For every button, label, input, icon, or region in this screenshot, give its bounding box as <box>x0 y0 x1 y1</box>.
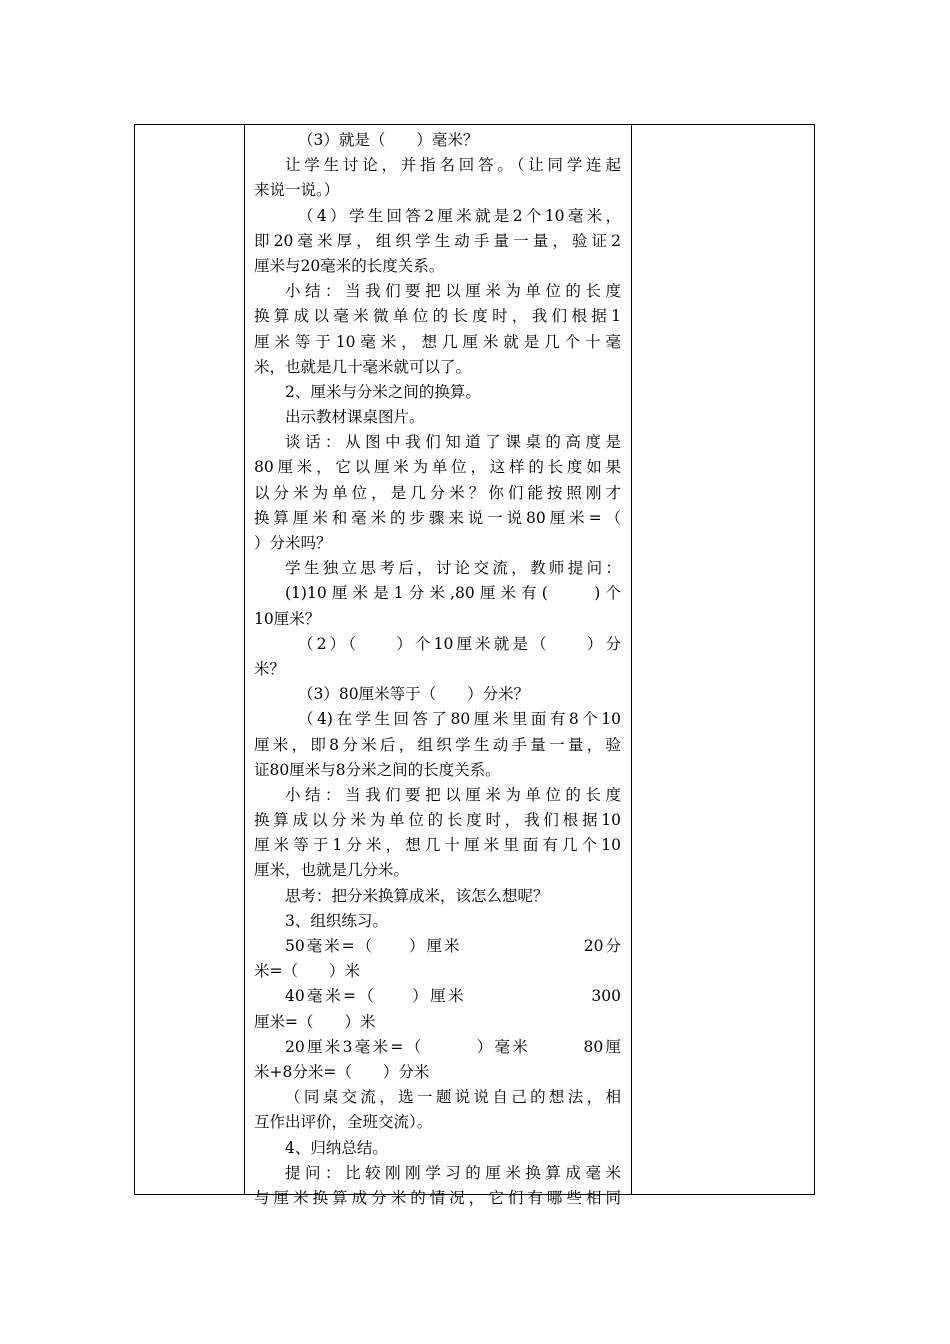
text-line: 出示教材课桌图片。 <box>285 408 425 427</box>
text-line: 来说一说。） <box>254 181 340 200</box>
text-line: (1)10厘米是1分米,80厘米有( )个 <box>285 584 621 603</box>
text-line: 4、归纳总结。 <box>285 1138 388 1157</box>
text-line: 厘米，也就是几分米。 <box>254 861 410 880</box>
text-line: 互作出评价，全班交流）。 <box>254 1113 433 1132</box>
text-line: 换算成以分米为单位的长度时，我们根据10 <box>254 811 621 830</box>
text-line: 10厘米？ <box>254 609 321 628</box>
text-line: 小结：当我们要把以厘米为单位的长度 <box>285 785 621 804</box>
text-line: 厘米=（ ）米 <box>254 1012 376 1031</box>
text-line: 厘米与20毫米的长度关系。 <box>254 256 445 275</box>
text-line: 2、厘米与分米之间的换算。 <box>285 382 481 401</box>
text-line: 让学生讨论，并指名回答。（让同学连起 <box>285 156 621 175</box>
column-divider-left <box>244 125 245 1194</box>
text-line: 厘米等于10毫米，想几厘米就是几个十毫 <box>254 332 621 351</box>
text-line: 证80厘米与8分米之间的长度关系。 <box>254 760 501 779</box>
text-line: （2）（ ）个10厘米就是（ ）分 <box>298 634 621 653</box>
text-line: 米=（ ）米 <box>254 962 360 981</box>
text-line: 米+8分米=（ ）分米 <box>254 1062 430 1081</box>
text-line: 换算成以毫米微单位的长度时，我们根据1 <box>254 307 621 326</box>
text-line: 3、组织练习。 <box>285 911 388 930</box>
text-line: 40毫米=（ ）厘米 300 <box>285 987 621 1006</box>
text-line: （3）80厘米等于（ ）分米？ <box>298 685 530 704</box>
text-line: 厘米等于1分米，想几十厘米里面有几个10 <box>254 836 621 855</box>
text-line: 学生独立思考后，讨论交流，教师提问： <box>285 559 621 578</box>
text-line: （同桌交流，选一题说说自己的想法，相 <box>285 1088 621 1107</box>
column-divider-right <box>631 125 632 1194</box>
text-line: 小结：当我们要把以厘米为单位的长度 <box>285 282 621 301</box>
text-line: 以分米为单位，是几分米？你们能按照刚才 <box>254 483 621 502</box>
lesson-content-cell <box>254 128 621 1207</box>
text-line: 思考：把分米换算成米，该怎么想呢？ <box>285 886 549 905</box>
text-line: （4）学生回答2厘米就是2个10毫米， <box>298 206 621 225</box>
text-line: 80厘米，它以厘米为单位，这样的长度如果 <box>254 458 621 477</box>
text-line: （4)在学生回答了80厘米里面有8个10 <box>298 710 621 729</box>
text-line: ）分米吗？ <box>254 534 332 552</box>
text-line: 谈话：从图中我们知道了课桌的高度是 <box>285 433 621 452</box>
text-line: 厘米，即8分米后，组织学生动手量一量，验 <box>254 735 621 754</box>
text-line: 50毫米=（ ）厘米 20分 <box>285 937 621 955</box>
text-line: 与厘米换算成分米的情况，它们有哪些相同 <box>254 1188 621 1207</box>
text-line: （3）就是（ ）毫米？ <box>298 131 479 149</box>
text-line: 米，也就是几十毫米就可以了。 <box>254 357 472 376</box>
text-line: 米？ <box>254 659 286 678</box>
lesson-table <box>134 124 815 1207</box>
text-line: 即20毫米厚，组织学生动手量一量，验证2 <box>254 231 621 250</box>
text-line: 换算厘米和毫米的步骤来说一说80厘米=（ <box>254 508 621 527</box>
text-line: 提问：比较刚刚学习的厘米换算成毫米 <box>285 1163 621 1182</box>
text-line: 20厘米3毫米=（ ）毫米 80厘 <box>285 1037 621 1056</box>
